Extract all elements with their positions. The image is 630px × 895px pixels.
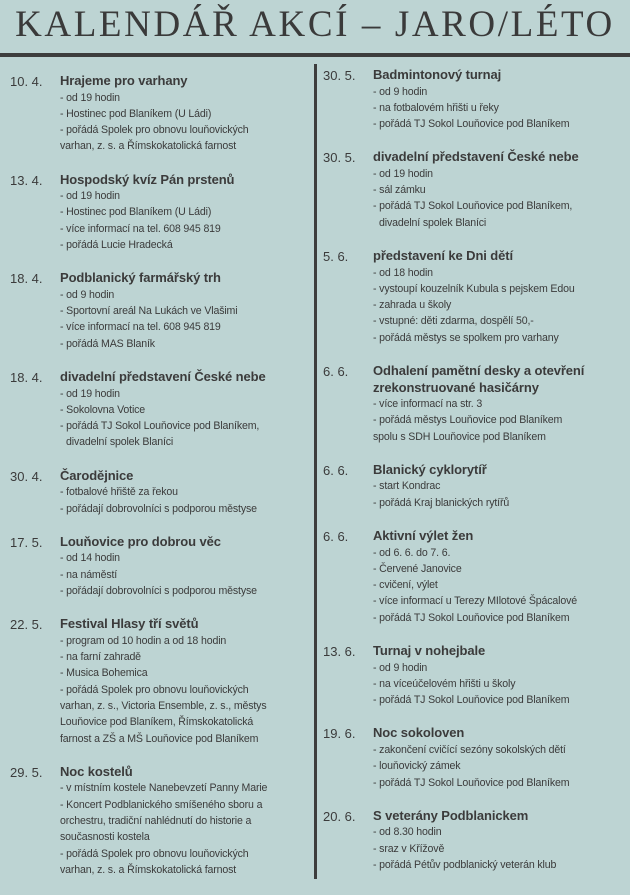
event-detail: - cvičení, výlet: [373, 579, 438, 592]
event-body: [60, 270, 310, 352]
event-detail: varhan, z. s., Victoria Ensemble, z. s., městys: [60, 699, 267, 712]
event-detail: - fotbalové hřiště za řekou: [60, 486, 178, 499]
event-date: 22. 5.: [10, 617, 43, 633]
header-divider: [0, 53, 630, 57]
event-title: Čarodějnice: [60, 467, 134, 483]
event-detail: - pořádají dobrovolníci s podporou městyse: [60, 502, 257, 515]
event-title: Turnaj v nohejbale: [373, 643, 486, 659]
event-body: [60, 73, 310, 155]
event-detail: - program od 10 hodin a od 18 hodin: [60, 634, 227, 647]
event-detail: - více informací na tel. 608 945 819: [60, 222, 221, 235]
event-detail: - na víceúčelovém hřišti u školy: [373, 677, 516, 690]
event-detail: - od 9 hodin: [60, 288, 115, 301]
event-detail: - zahrada u školy: [373, 299, 452, 312]
event-detail: orchestru, tradiční nahlédnutí do historie a: [60, 814, 252, 827]
event-body: [373, 248, 628, 346]
event-detail: - pořádá městys se spolkem pro varhany: [373, 331, 559, 344]
event-item: [323, 248, 628, 346]
event-body: [373, 363, 628, 445]
event-body: [373, 808, 628, 873]
event-title: Louňovice pro dobrou věc: [60, 533, 221, 549]
event-detail: - od 9 hodin: [373, 661, 428, 674]
event-body: [60, 172, 310, 254]
event-title: Blanický cyklorytíř: [373, 461, 487, 477]
event-body: [373, 725, 628, 790]
event-item: [323, 528, 628, 626]
event-title: Noc sokoloven: [373, 725, 465, 741]
event-detail: - Hostinec pod Blaníkem (U Ládi): [60, 206, 212, 219]
event-date: 18. 4.: [10, 370, 43, 386]
event-detail: - pořádá městys Louňovice pod Blaníkem: [373, 414, 563, 427]
event-title: Noc kostelů: [60, 763, 133, 779]
event-date: 17. 5.: [10, 534, 43, 550]
event-detail: - pořádá TJ Sokol Louňovice pod Blaníkem,: [60, 420, 260, 433]
event-detail: - pořádá MAS Blaník: [60, 337, 155, 350]
event-detail: - pořádá TJ Sokol Louňovice pod Blaníkem: [373, 118, 570, 131]
event-item: [10, 369, 310, 451]
event-date: 13. 4.: [10, 172, 43, 188]
event-body: [373, 462, 628, 511]
event-detail: - vystoupí kouzelník Kubula s pejskem Edou: [373, 282, 575, 295]
event-detail: - od 19 hodin: [60, 387, 120, 400]
event-date: 30. 4.: [10, 468, 43, 484]
event-detail: - od 19 hodin: [60, 190, 120, 203]
page-title: KALENDÁŘ AKCÍ – JARO/LÉTO: [15, 4, 615, 45]
event-item: [10, 73, 310, 155]
event-item: [10, 616, 310, 747]
event-date: 5. 6.: [323, 249, 349, 265]
event-detail: - pořádá Spolek pro obnovu louňovických: [60, 683, 249, 696]
event-body: [60, 534, 310, 599]
event-detail: - od 6. 6. do 7. 6.: [373, 546, 451, 559]
event-item: [323, 149, 628, 231]
event-title: Hospodský kvíz Pán prstenů: [60, 171, 235, 187]
left-column: [10, 73, 310, 895]
event-detail: - na fotbalovém hřišti u řeky: [373, 101, 499, 114]
event-detail: divadelní spolek Blaníci: [379, 216, 487, 229]
event-date: 13. 6.: [323, 644, 356, 660]
event-detail: - více informací u Terezy MIlotové Špácalové: [373, 595, 577, 608]
event-detail: - pořádá TJ Sokol Louňovice pod Blaníkem: [373, 776, 570, 789]
event-detail: - zakončení cvičící sezóny sokolských dětí: [373, 743, 566, 756]
event-detail: - pořádá Kraj blanických rytířů: [373, 496, 510, 509]
event-title: S veterány Podblanickem: [373, 807, 529, 823]
right-column: [323, 67, 628, 890]
event-detail: - od 8.30 hodin: [373, 826, 442, 839]
event-date: 6. 6.: [323, 364, 349, 380]
event-detail: - pořádá Lucie Hradecká: [60, 239, 173, 252]
event-title: Podblanický farmářský trh: [60, 270, 221, 286]
event-item: [10, 468, 310, 517]
event-detail: farnost a ZŠ a MŠ Louňovice pod Blaníkem: [60, 732, 259, 745]
event-detail: - na farní zahradě: [60, 651, 141, 664]
event-title: Badmintonový turnaj: [373, 67, 502, 82]
event-title: zrekonstruované hasičárny: [373, 379, 539, 395]
event-detail: - více informací na str. 3: [373, 398, 483, 411]
event-detail: - louňovický zámek: [373, 760, 461, 773]
event-detail: spolu s SDH Louňovice pod Blaníkem: [373, 430, 546, 443]
event-item: [10, 764, 310, 878]
event-detail: - pořádá Pétův podblanický veterán klub: [373, 858, 557, 871]
event-title: Hrajeme pro varhany: [60, 73, 188, 88]
event-detail: - pořádá Spolek pro obnovu louňovických: [60, 124, 249, 137]
event-body: [373, 67, 628, 132]
event-detail: - Hostinec pod Blaníkem (U Ládi): [60, 107, 212, 120]
event-detail: - vstupné: děti zdarma, dospělí 50,-: [373, 315, 534, 328]
event-detail: - sraz v Křížově: [373, 842, 445, 855]
event-detail: - Sokolovna Votice: [60, 403, 146, 416]
column-divider: [314, 64, 317, 879]
event-item: [323, 808, 628, 873]
event-item: [323, 462, 628, 511]
event-detail: - v místním kostele Nanebevzetí Panny Marie: [60, 782, 268, 795]
event-date: 6. 6.: [323, 462, 349, 478]
event-detail: - pořádá TJ Sokol Louňovice pod Blaníkem: [373, 694, 570, 707]
event-body: [60, 616, 310, 747]
event-body: [373, 528, 628, 626]
event-title: divadelní představení České nebe: [373, 149, 579, 165]
event-detail: - od 18 hodin: [373, 266, 433, 279]
event-item: [10, 270, 310, 352]
event-detail: varhan, z. s. a Římskokatolická farnost: [60, 863, 237, 876]
event-title: Odhalení pamětní desky a otevření: [373, 363, 585, 379]
event-body: [373, 643, 628, 708]
event-title: představení ke Dni dětí: [373, 248, 514, 264]
event-title: Aktivní výlet žen: [373, 528, 474, 544]
event-detail: divadelní spolek Blaníci: [66, 436, 174, 449]
event-body: [60, 764, 310, 878]
event-body: [60, 468, 310, 517]
event-item: [323, 363, 628, 445]
event-detail: - start Kondrac: [373, 480, 441, 493]
event-date: 18. 4.: [10, 271, 43, 287]
event-date: 29. 5.: [10, 764, 43, 780]
event-detail: - od 14 hodin: [60, 552, 120, 565]
event-item: [323, 643, 628, 708]
event-detail: - Koncert Podblanického smíšeného sboru a: [60, 798, 263, 811]
event-date: 30. 5.: [323, 150, 356, 166]
event-body: [60, 369, 310, 451]
event-detail: varhan, z. s. a Římskokatolická farnost: [60, 140, 237, 153]
event-detail: - pořádá TJ Sokol Louňovice pod Blaníkem: [373, 611, 570, 624]
event-title: divadelní představení České nebe: [60, 369, 266, 385]
event-item: [323, 725, 628, 790]
event-item: [323, 67, 628, 132]
event-detail: - pořádá Spolek pro obnovu louňovických: [60, 847, 249, 860]
event-detail: současnosti kostela: [60, 831, 150, 844]
event-detail: - Červené Janovice: [373, 562, 462, 575]
event-detail: - od 9 hodin: [373, 85, 428, 98]
event-detail: - od 19 hodin: [373, 167, 433, 180]
event-date: 19. 6.: [323, 726, 356, 742]
event-body: [373, 149, 628, 231]
event-date: 10. 4.: [10, 74, 43, 89]
event-detail: - na náměstí: [60, 568, 118, 581]
event-detail: - pořádá TJ Sokol Louňovice pod Blaníkem,: [373, 200, 573, 213]
event-detail: - více informací na tel. 608 945 819: [60, 321, 221, 334]
event-detail: - Musica Bohemica: [60, 667, 148, 680]
event-title: Festival Hlasy tří světů: [60, 616, 199, 632]
event-detail: - sál zámku: [373, 184, 426, 197]
event-detail: Louňovice pod Blaníkem, Římskokatolická: [60, 716, 254, 729]
event-item: [10, 534, 310, 599]
event-date: 20. 6.: [323, 808, 356, 824]
event-detail: - od 19 hodin: [60, 91, 120, 104]
event-item: [10, 172, 310, 254]
event-detail: - Sportovní areál Na Lukách ve Vlašimi: [60, 305, 238, 318]
event-detail: - pořádají dobrovolníci s podporou městyse: [60, 584, 257, 597]
event-date: 6. 6.: [323, 529, 349, 545]
event-date: 30. 5.: [323, 68, 356, 83]
